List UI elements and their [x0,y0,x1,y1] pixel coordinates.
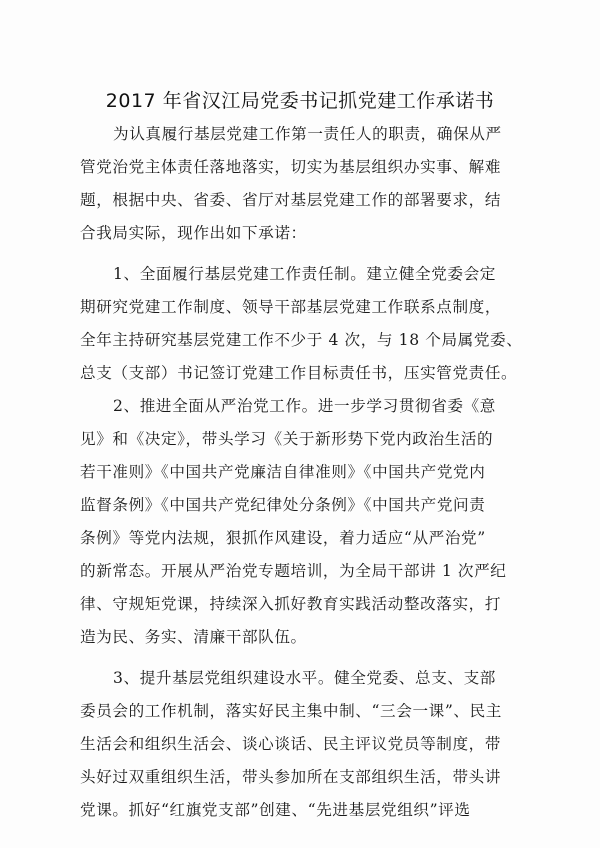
text-line: 头好过双重组织生活，带头参加所在支部组织生活，带头讲 [80,768,502,786]
text-line: 为认真履行基层党建工作第一责任人的职责，确保从严 [113,125,502,143]
text-line: 题，根据中央、省委、省厅对基层党建工作的部署要求，结 [80,191,502,209]
text-line: 总支（支部）书记签订党建工作目标责任书，压实管党责任。 [80,364,518,382]
text-line: 期研究党建工作制度、领导干部基层党建工作联系点制度， [80,298,502,316]
text-line: 3、提升基层党组织建设水平。健全党委、总支、支部 [113,669,496,687]
text-line: 造为民、务实、清廉干部队伍。 [80,628,307,646]
text-line: 条例》等党内法规，狠抓作风建设，着力适应“从严治党” [80,529,486,547]
text-line: 管党治党主体责任落地落实，切实为基层组织办实事、解难 [80,158,502,176]
text-line: 委员会的工作机制，落实好民主集中制、“三会一课”、民主 [80,702,502,720]
text-line: 见》和《决定》，带头学习《关于新形势下党内政治生活的 [80,430,494,448]
text-line: 全年主持研究基层党建工作不少于 4 次，与 18 个局属党委、 [80,331,523,349]
paragraph-gap [80,250,526,258]
text-line: 合我局实际，现作出如下承诺： [80,224,307,242]
text-line: 1、全面履行基层党建工作责任制。建立健全党委会定 [113,265,496,283]
text-line: 若干准则》《中国共产党廉洁自律准则》《中国共产党党内 [80,463,486,481]
text-line: 的新常态。开展从严治党专题培训，为全局干部讲 1 次严纪 [80,562,507,580]
text-line: 2、推进全面从严治党工作。进一步学习贯彻省委《意 [113,397,496,415]
document-body [80,118,526,827]
text-line: 党课。抓好“红旗党支部”创建、“先进基层党组织”评选 [80,801,471,819]
text-line: 监督条例》《中国共产党纪律处分条例》《中国共产党问责 [80,496,486,514]
text-line: 生活会和组织生活会、谈心谈话、民主评议党员等制度，带 [80,735,502,753]
paragraph-gap [80,654,526,662]
text-line: 律、守规矩党课，持续深入抓好教育实践活动整改落实，打 [80,595,502,613]
document-title: 2017 年省汉江局党委书记抓党建工作承诺书 [105,90,495,112]
